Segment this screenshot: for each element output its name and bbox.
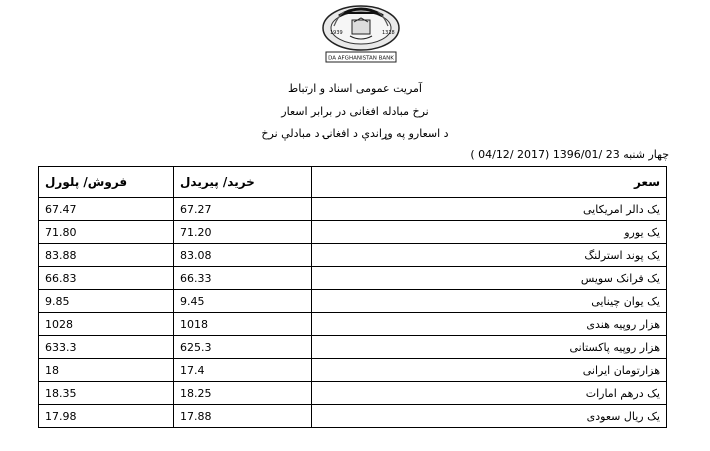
sell-value: 18.35 xyxy=(39,382,174,405)
exchange-rate-table xyxy=(38,166,667,428)
sell-value: 83.88 xyxy=(39,244,174,267)
currency-name: یک درهم امارات xyxy=(312,382,667,405)
table-row xyxy=(39,198,667,221)
sell-value: 18 xyxy=(39,359,174,382)
currency-name: هزار روپیه هندی xyxy=(312,313,667,336)
table-row xyxy=(39,244,667,267)
header-sell: فروش/ پلورل xyxy=(39,167,174,198)
currency-name: یک یوان چینایی xyxy=(312,290,667,313)
table-body xyxy=(39,198,667,428)
header-subtitle-pashto: د اسعارو په وړاندې د افغانۍ د مبادلې نرخ xyxy=(261,127,449,140)
sell-value: 633.3 xyxy=(39,336,174,359)
table-header-row xyxy=(39,167,667,198)
buy-value: 83.08 xyxy=(174,244,312,267)
svg-text:1318: 1318 xyxy=(382,30,395,36)
bank-logo xyxy=(316,4,406,66)
table-row xyxy=(39,290,667,313)
table-row xyxy=(39,405,667,428)
sell-value: 1028 xyxy=(39,313,174,336)
currency-name: هزار روپیه پاکستانی xyxy=(312,336,667,359)
currency-name: یک فرانک سویس xyxy=(312,267,667,290)
svg-text:1939: 1939 xyxy=(330,30,343,36)
buy-value: 17.88 xyxy=(174,405,312,428)
sell-value: 17.98 xyxy=(39,405,174,428)
table-row xyxy=(39,359,667,382)
table-row xyxy=(39,221,667,244)
currency-name: یک پوند استرلنگ xyxy=(312,244,667,267)
table-row xyxy=(39,336,667,359)
currency-name: یک دالر امریکایی xyxy=(312,198,667,221)
table-row xyxy=(39,267,667,290)
sell-value: 9.85 xyxy=(39,290,174,313)
header-title: آمریت عمومی اسناد و ارتباط xyxy=(288,82,422,95)
currency-name: هزارتومان ایرانی xyxy=(312,359,667,382)
sell-value: 66.83 xyxy=(39,267,174,290)
buy-value: 66.33 xyxy=(174,267,312,290)
sell-value: 71.80 xyxy=(39,221,174,244)
svg-text:DA AFGHANISTAN BANK: DA AFGHANISTAN BANK xyxy=(328,55,394,62)
date-label: چهار شنبه 23 /1396/01 (2017 /04/12 ) xyxy=(470,148,669,161)
table-row xyxy=(39,313,667,336)
table-row xyxy=(39,382,667,405)
currency-name: یک ریال سعودی xyxy=(312,405,667,428)
currency-name: یک یورو xyxy=(312,221,667,244)
header-subtitle-dari: نرخ مبادله افغانی در برابر اسعار xyxy=(281,105,429,118)
buy-value: 17.4 xyxy=(174,359,312,382)
buy-value: 71.20 xyxy=(174,221,312,244)
buy-value: 67.27 xyxy=(174,198,312,221)
buy-value: 625.3 xyxy=(174,336,312,359)
header-buy: خرید/ پیریدل xyxy=(174,167,312,198)
buy-value: 18.25 xyxy=(174,382,312,405)
sell-value: 67.47 xyxy=(39,198,174,221)
buy-value: 1018 xyxy=(174,313,312,336)
header-currency: سعر xyxy=(312,167,667,198)
buy-value: 9.45 xyxy=(174,290,312,313)
